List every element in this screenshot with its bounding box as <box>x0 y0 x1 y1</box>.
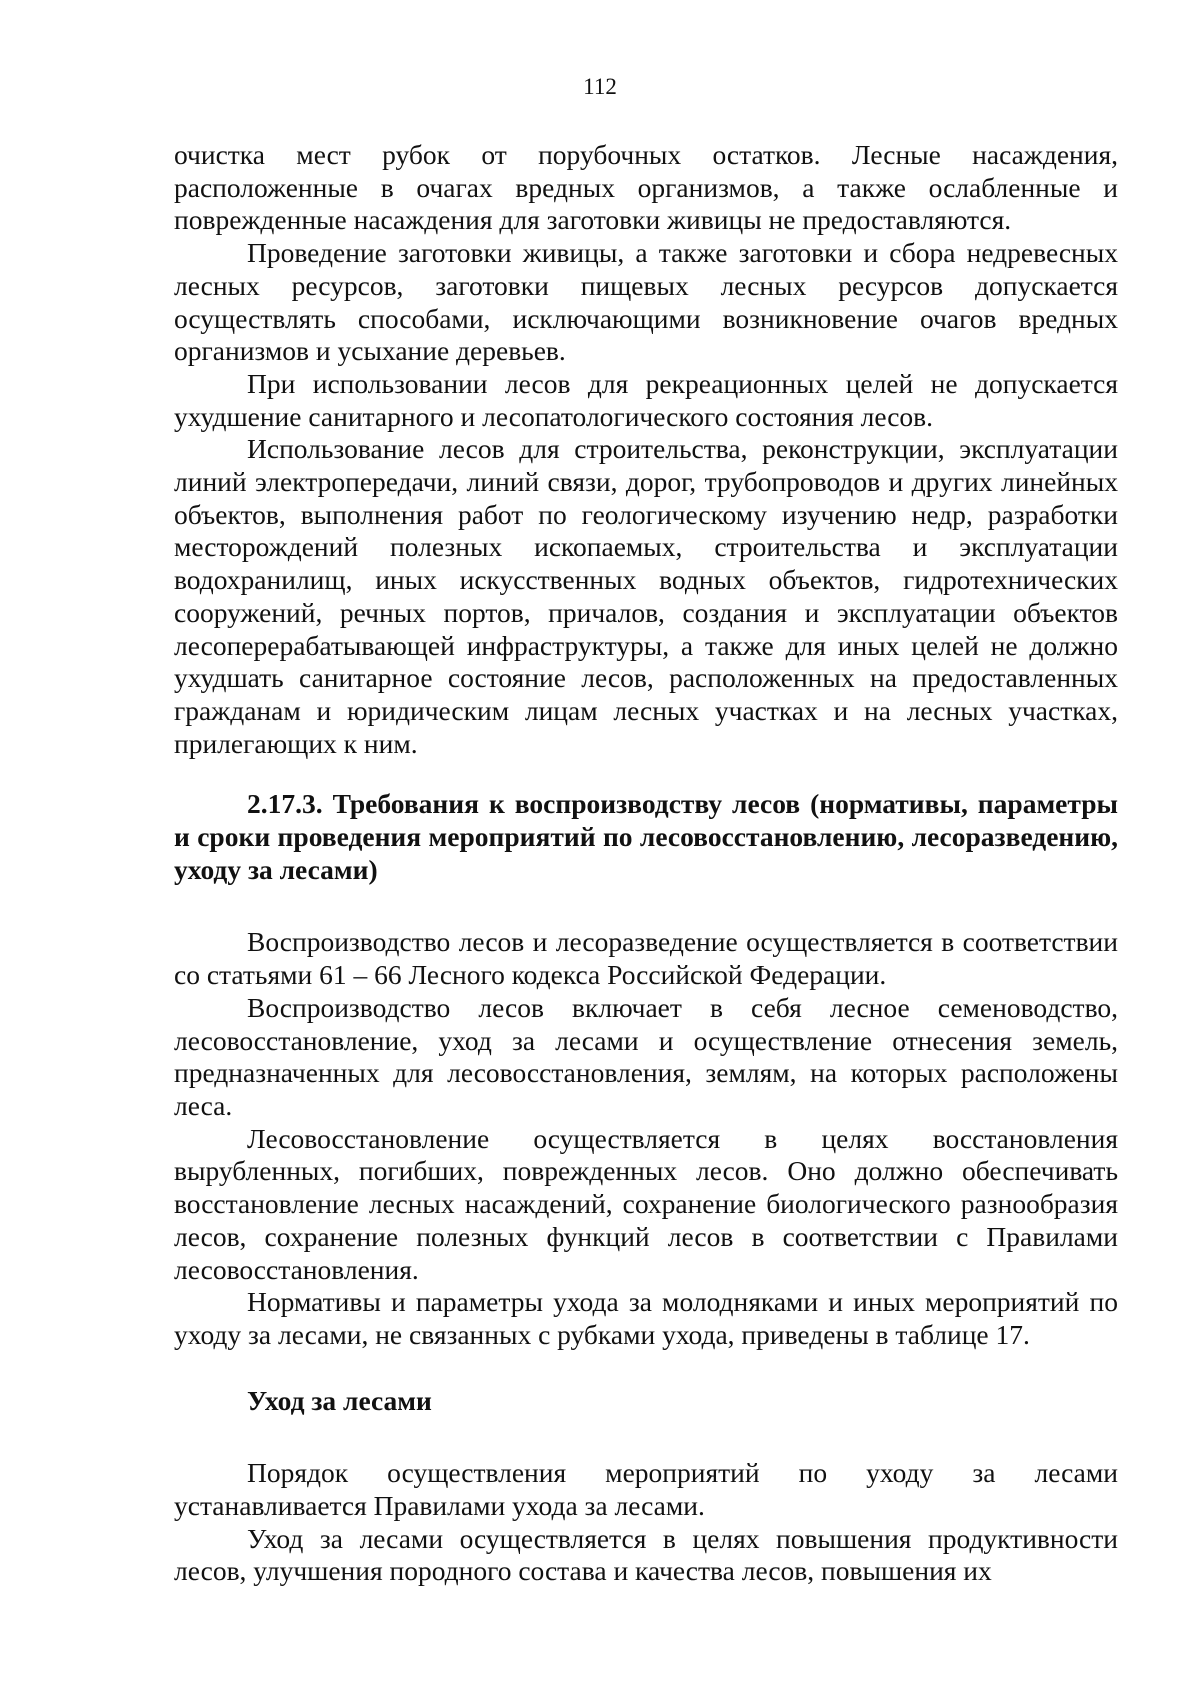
paragraph: Воспроизводство лесов и лесоразведение осуществляется в соответствии со статьями 61 – 66 Лесного кодекса Российской Федерации. <box>174 926 1118 991</box>
paragraph: Порядок осуществления мероприятий по уходу за лесами устанавливается Правилами ухода за лесами. <box>174 1457 1118 1522</box>
paragraph-continuation: очистка мест рубок от порубочных остатков. Лесные насаждения, расположенные в очагах вредных организмов, а также ослабленные и поврежденные насаждения для заготовки живицы не предоставляются. <box>174 139 1118 236</box>
paragraph: Лесовосстановление осуществляется в целях восстановления вырубленных, погибших, поврежденных лесов. Оно должно обеспечивать восстановление лесных насаждений, сохранение биологического разнообразия лесов, сохранение полезных функций лесов в соответствии с Правилами лесовосстановления. <box>174 1122 1118 1285</box>
paragraph: При использовании лесов для рекреационных целей не допускается ухудшение санитарного и лесопатологического состояния лесов. <box>174 367 1118 432</box>
paragraph: Использование лесов для строительства, реконструкции, эксплуатации линий электропередачи, линий связи, дорог, трубопроводов и других линейных объектов, выполнения работ по геологическому изучению недр, разработки месторождений полезных ископаемых, строительства и эксплуатации водохранилищ, иных искусственных водных объектов, гидротехнических сооружений, речных портов, причалов, создания и эксплуатации объектов лесоперерабатывающей инфраструктуры, а также для иных целей не должно ухудшать санитарное состояние лесов, расположенных на предоставленных гражданам и юридическим лицам лесных участках и на лесных участках, прилегающих к ним. <box>174 433 1118 759</box>
subsection-heading: Уход за лесами <box>247 1384 432 1416</box>
document-body <box>174 139 1118 1588</box>
paragraph: Воспроизводство лесов включает в себя лесное семеноводство, лесовосстановление, уход за лесами и осуществление отнесения земель, предназначенных для лесовосстановления, землям, на которых расположены леса. <box>174 991 1118 1121</box>
section-heading: 2.17.3. Требования к воспроизводству лесов (нормативы, параметры и сроки проведения мероприятий по лесовосстановлению, лесоразведению, уходу за лесами) <box>174 788 1118 885</box>
paragraph: Нормативы и параметры ухода за молодняками и иных мероприятий по уходу за лесами, не связанных с рубками ухода, приведены в таблице 17. <box>174 1286 1118 1350</box>
paragraph: Уход за лесами осуществляется в целях повышения продуктивности лесов, улучшения породного состава и качества лесов, повышения их <box>174 1522 1118 1587</box>
paragraph: Проведение заготовки живицы, а также заготовки и сбора недревесных лесных ресурсов, заготовки пищевых лесных ресурсов допускается осуществлять способами, исключающими возникновение очагов вредных организмов и усыхание деревьев. <box>174 237 1118 367</box>
page-number: 112 <box>583 74 617 99</box>
